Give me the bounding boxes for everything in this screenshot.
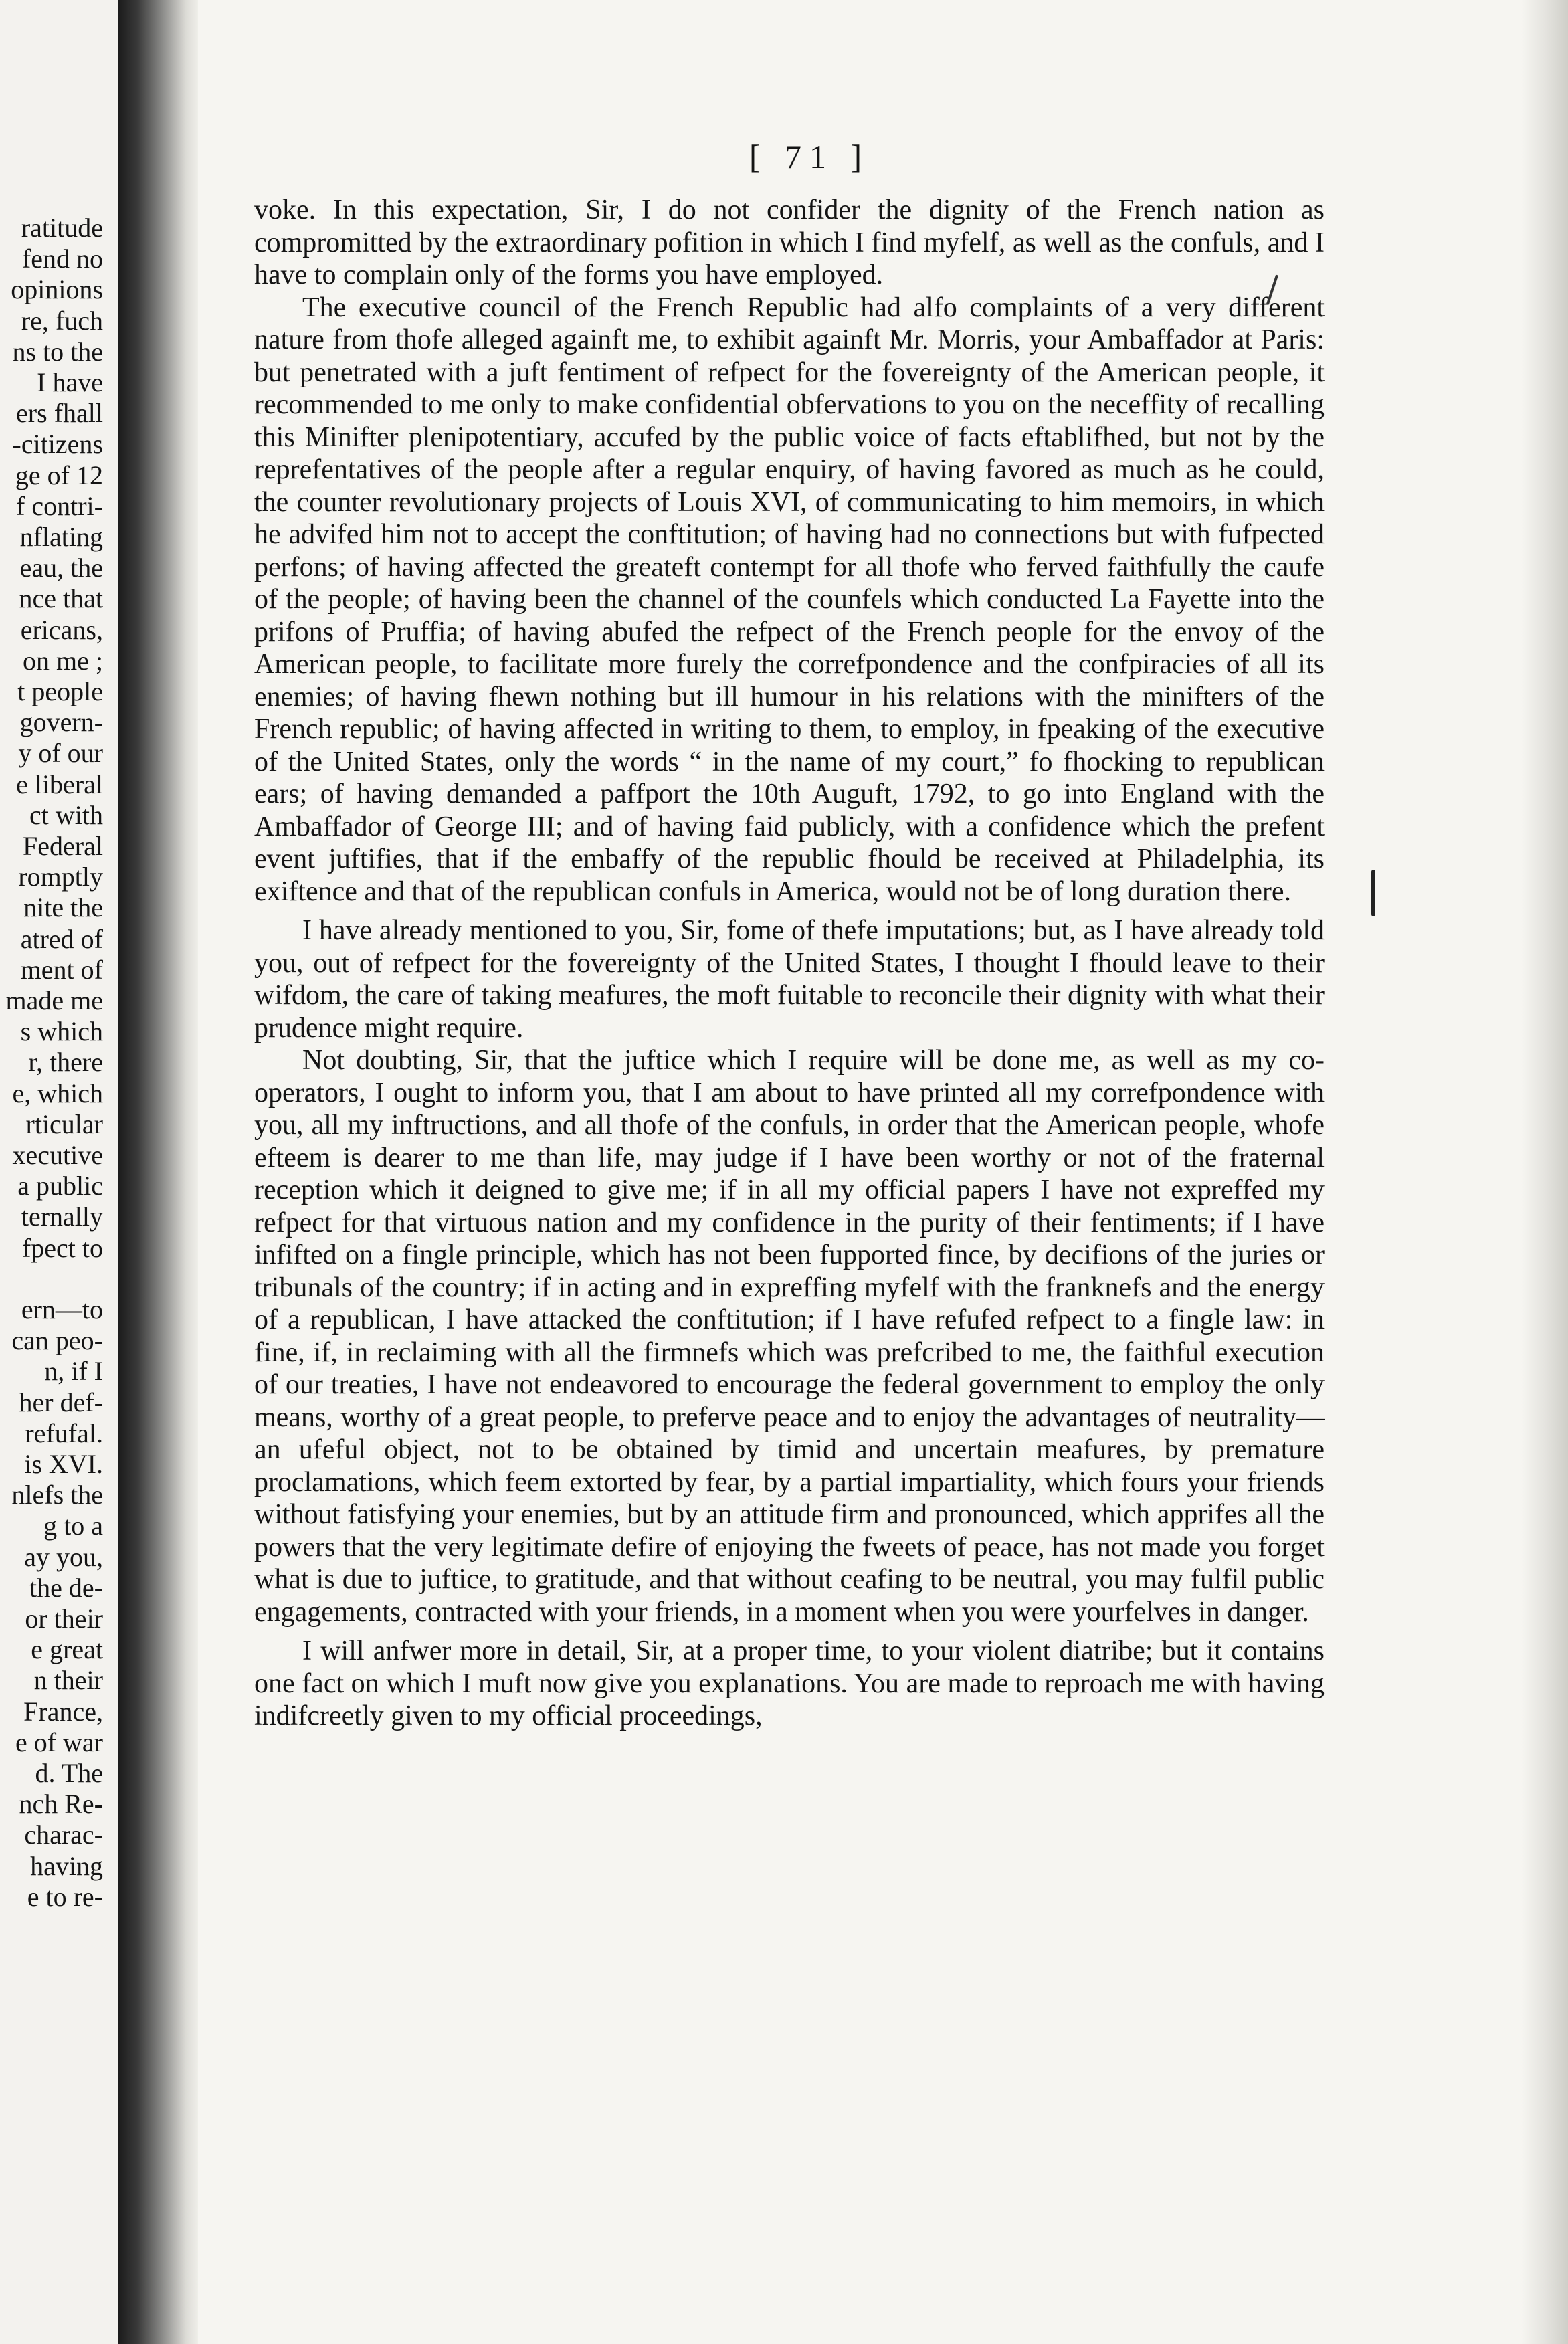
left-page-line: ern—to [21, 1294, 103, 1325]
left-page-line: on me ; [23, 645, 103, 676]
left-page-fragment [0, 0, 118, 2344]
left-page-line: opinions [11, 274, 103, 305]
left-page-line: romptly [18, 862, 103, 892]
paragraph-imputations: I have already mentioned to you, Sir, fome of thefe imputations; but, as I have already told you, out of refpect for the fovereignty of the United States, I thought I fhould leave to their wifdom, the care of taking meafures, the moft fuitable to reconcile their dignity with what their prudence might require. [254, 915, 1325, 1044]
margin-ink-mark [1371, 870, 1375, 916]
left-page-line: nflating [19, 522, 103, 552]
left-page-line: e to re- [27, 1881, 103, 1912]
left-page-line: eau, the [19, 553, 103, 583]
left-page-line: n their [33, 1665, 103, 1696]
left-page-line: nlefs the [11, 1480, 103, 1510]
book-gutter [118, 0, 198, 2344]
left-page-line: charac- [24, 1820, 103, 1850]
left-page-line: a public [17, 1171, 103, 1201]
paragraph-answer: I will anfwer more in detail, Sir, at a proper time, to your violent diatribe; but it contains one fact on which I muft now give you explanations. You are made to reproach me with having indifcreetly given to my official proceedings, [254, 1636, 1325, 1731]
left-page-line: ternally [21, 1201, 103, 1232]
left-page-line: ns to the [12, 336, 103, 367]
left-page-line: fpect to [21, 1232, 103, 1263]
left-page-line: s which [20, 1016, 103, 1047]
paragraph-continuation: voke. In this expectation, Sir, I do not confider the dignity of the French nation as compromitted by the extraordinary pofition in which I find myfelf, as well as the confuls, and I have to complain only of the forms you have employed. [254, 195, 1325, 290]
left-page-line: g to a [43, 1510, 103, 1541]
left-page-line: nch Re- [19, 1789, 103, 1820]
left-page-line: n, if I [44, 1356, 103, 1387]
left-page-line: f contri- [16, 490, 103, 521]
left-page-line: or their [25, 1603, 103, 1634]
left-page-line: ge of 12 [15, 460, 103, 490]
left-page-line: fend no [21, 243, 103, 274]
left-page-line: t people [17, 676, 103, 706]
left-page-line: her def- [19, 1387, 103, 1418]
left-page-line: e of war [15, 1727, 103, 1757]
paragraph-not-doubting: Not doubting, Sir, that the juftice which I require will be done me, as well as my co-operators, I ought to inform you, that I am about to have printed all my correfpondence with you, all my inftructions, and all thofe of the confuls, in order that the American people, whofe efteem is dearer to me than life, may judge if I have been worthy or not of the fraternal reception which it deigned to give me; if in all my official papers I have not expreffed my refpect for that virtuous nation and my confidence in the purity of their fentiments; if I have infifted on a fingle principle, which has not been fupported fince, by decifions of the juries or tribunals of the country; if in acting and in expreffing myfelf with the franknefs and the energy of a republican, I have attacked the conftitution; if I have refufed refpect to a fingle law: in fine, if, in reclaiming with all the firmnefs which was prefcribed to me, the faithful execution of our treaties, I have not endeavored to encourage the federal government to employ the only means, worthy of a great people, to preferve peace and to enjoy the advantages of neutrality—an ufeful object, not to be obtained by timid and uncertain meafures, by premature proclamations, which feem extorted by fear, by a partial impartiality, which fours your friends without fatisfying your enemies, but by an attitude firm and pronounced, which apprifes all the powers that the very legitimate defire of enjoying the fweets of peace, has not made you forget what is due to juftice, to gratitude, and that without ceafing to be neutral, you may fulfil public engagements, contracted with your friends, in a moment when you were yourfelves in danger. [254, 1045, 1325, 1628]
left-page-line: r, there [28, 1047, 103, 1078]
left-page-line: nce that [19, 583, 103, 614]
left-page-line: nite the [23, 892, 103, 923]
page-edge-shadow [1521, 0, 1568, 2344]
paragraph-executive-council: The executive council of the French Republic had alfo complaints of a very different nature from thofe alleged againft me, to exhibit againft Mr. Morris, your Ambaffador at Paris: but penetrated with a juft fentiment of refpect for the fovereignty of the American people, it recommended to me only to make confidential obfervations to you on the neceffity of recalling this Minifter plenipotentiary, accufed by the public voice of facts eftablifhed, but not by the reprefentatives of the people after a regular enquiry, of having favored as much as he could, the counter revolutionary projects of Louis XVI, of communicating to him memoirs, in which he advifed him not to accept the conftitution; of having had no connections but with fufpected perfons; of having affected the greateft contempt for all thofe who ferved faithfully the caufe of the people; of having been the channel of the counfels which conducted La Fayette into the prifons of Pruffia; of having abufed the refpect of the French people for the envoy of the American people, to facilitate more furely the correfpondence and the confpiracies of all its enemies; of having fhewn nothing but ill humour in his relations with the minifters of the French republic; of having affected in writing to them, to employ, in fpeaking of the executive of the United States, only the words “ in the name of my court,” fo fhocking to republican ears; of having demanded a paffport the 10th Auguft, 1792, to go into England with the Ambaffador of George III; and of having faid publicly, with a confidence which the prefent event juftifies, that if the embaffy of the republic fhould be received at Philadelphia, its exiftence and that of the republican confuls in America, would not be of long duration there. [254, 292, 1325, 907]
left-page-line: I have [37, 367, 103, 397]
left-page-line: e, which [12, 1078, 103, 1108]
left-page-line: ay you, [24, 1541, 103, 1572]
left-page-line: can peo- [11, 1325, 103, 1356]
left-page-line: France, [23, 1696, 103, 1727]
left-page-line: re, fuch [21, 305, 103, 336]
left-page-line: rticular [25, 1108, 103, 1139]
left-page-line: ment of [20, 954, 103, 985]
left-page-line: Federal [23, 831, 103, 861]
left-page-line: made me [5, 985, 103, 1015]
left-page-line: is XVI. [24, 1449, 103, 1479]
left-page-line: y of our [18, 738, 103, 769]
left-page-line: having [30, 1850, 103, 1881]
left-page-line: ericans, [20, 614, 103, 645]
left-page-line: xecutive [12, 1140, 103, 1170]
left-page-line: atred of [20, 923, 103, 954]
left-page-line: ct with [29, 799, 103, 830]
left-page-line: govern- [19, 707, 103, 738]
left-page-line: e liberal [16, 769, 103, 799]
page-number: [ 71 ] [749, 138, 870, 175]
left-page-line: the de- [29, 1572, 103, 1603]
left-page-line: e great [31, 1634, 103, 1665]
left-page-line: refufal. [25, 1418, 103, 1448]
left-page-line: ratitude [21, 213, 103, 243]
left-page-line: d. The [35, 1758, 103, 1788]
left-page-line: ers fhall [16, 398, 103, 429]
body-text [254, 194, 1325, 1733]
left-page-line: -citizens [12, 429, 103, 460]
